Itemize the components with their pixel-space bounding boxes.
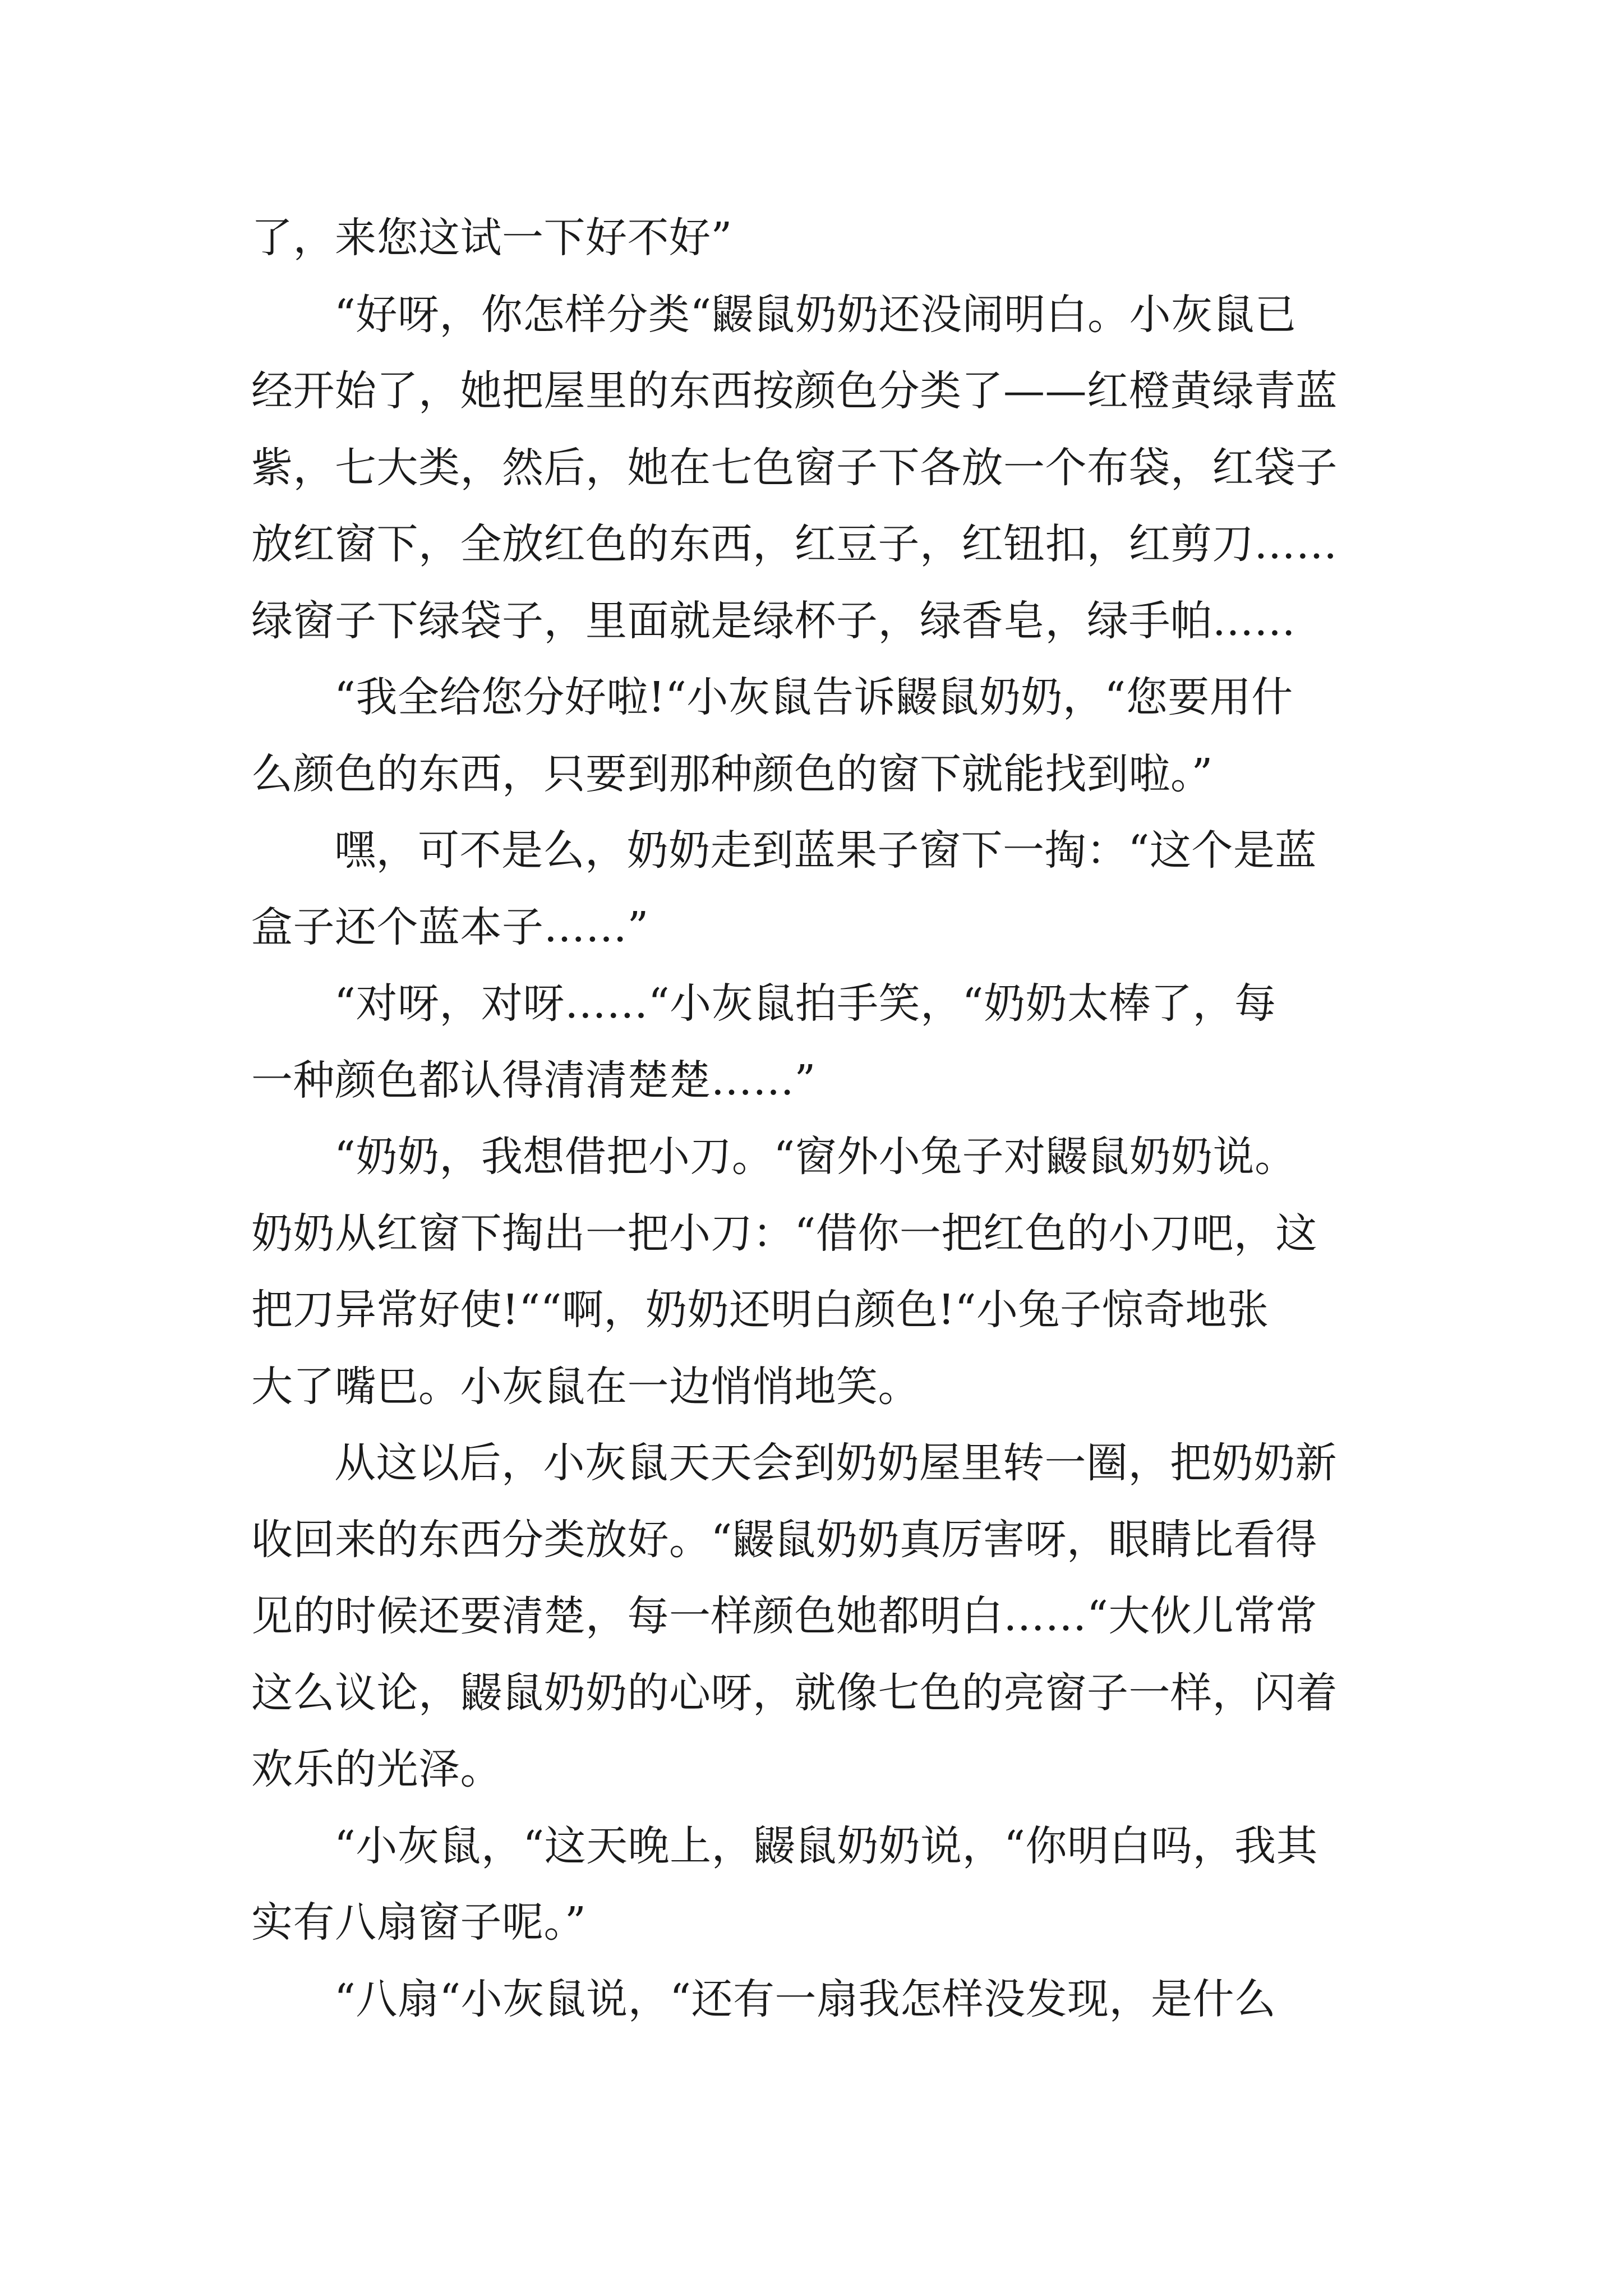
text-line: 了，来您这试一下好不好” bbox=[251, 214, 732, 262]
body-text bbox=[251, 200, 1386, 2037]
text-line: 经开始了，她把屋里的东西按颜色分类了——红橙黄绿青蓝 bbox=[251, 367, 1338, 415]
text-line: 么颜色的东西，只要到那种颜色的窗下就能找到啦。” bbox=[251, 749, 1213, 798]
text-line: 从这以后，小灰鼠天天会到奶奶屋里转一圈，把奶奶新 bbox=[334, 1439, 1337, 1487]
text-line: 把刀异常好使!““啊，奶奶还明白颜色!“小兔子惊奇地张 bbox=[251, 1286, 1269, 1334]
text-line: 这么议论，鼹鼠奶奶的心呀，就像七色的亮窗子一样，闪着 bbox=[251, 1668, 1338, 1717]
text-line: “八扇“小灰鼠说，“还有一扇我怎样没发现，是什么 bbox=[334, 1975, 1276, 2023]
text-line: 嘿，可不是么，奶奶走到蓝果子窗下一掏：“这个是蓝 bbox=[334, 826, 1317, 875]
text-line: 奶奶从红窗下掏出一把小刀：“借你一把红色的小刀吧，这 bbox=[251, 1209, 1317, 1258]
text-line: “对呀，对呀……“小灰鼠拍手笑，“奶奶太棒了，每 bbox=[334, 979, 1276, 1028]
text-line: 紫，七大类，然后，她在七色窗子下各放一个布袋，红袋子 bbox=[251, 443, 1338, 492]
text-line: 实有八扇窗子呢。” bbox=[251, 1898, 587, 1947]
text-line: “我全给您分好啦!“小灰鼠告诉鼹鼠奶奶，“您要用什 bbox=[334, 673, 1293, 721]
text-line: 大了嘴巴。小灰鼠在一边悄悄地笑。 bbox=[251, 1362, 920, 1411]
text-line: “小灰鼠，“这天晚上，鼹鼠奶奶说，“你明白吗，我其 bbox=[334, 1821, 1318, 1870]
text-line: 盒子还个蓝本子……” bbox=[251, 903, 649, 951]
text-line: “好呀，你怎样分类“鼹鼠奶奶还没闹明白。小灰鼠已 bbox=[334, 290, 1297, 339]
text-line: 放红窗下，全放红色的东西，红豆子，红钮扣，红剪刀…… bbox=[251, 520, 1338, 568]
text-line: 收回来的东西分类放好。“鼹鼠奶奶真厉害呀，眼睛比看得 bbox=[251, 1515, 1317, 1564]
text-line: 欢乐的光泽。 bbox=[251, 1745, 502, 1793]
text-line: 一种颜色都认得清清楚楚……” bbox=[251, 1056, 816, 1105]
text-line: “奶奶，我想借把小刀。“窗外小兔子对鼹鼠奶奶说。 bbox=[334, 1133, 1297, 1181]
text-line: 绿窗子下绿袋子，里面就是绿杯子，绿香皂，绿手帕…… bbox=[251, 596, 1296, 645]
text-line: 见的时候还要清楚，每一样颜色她都明白……“大伙儿常常 bbox=[251, 1592, 1317, 1640]
